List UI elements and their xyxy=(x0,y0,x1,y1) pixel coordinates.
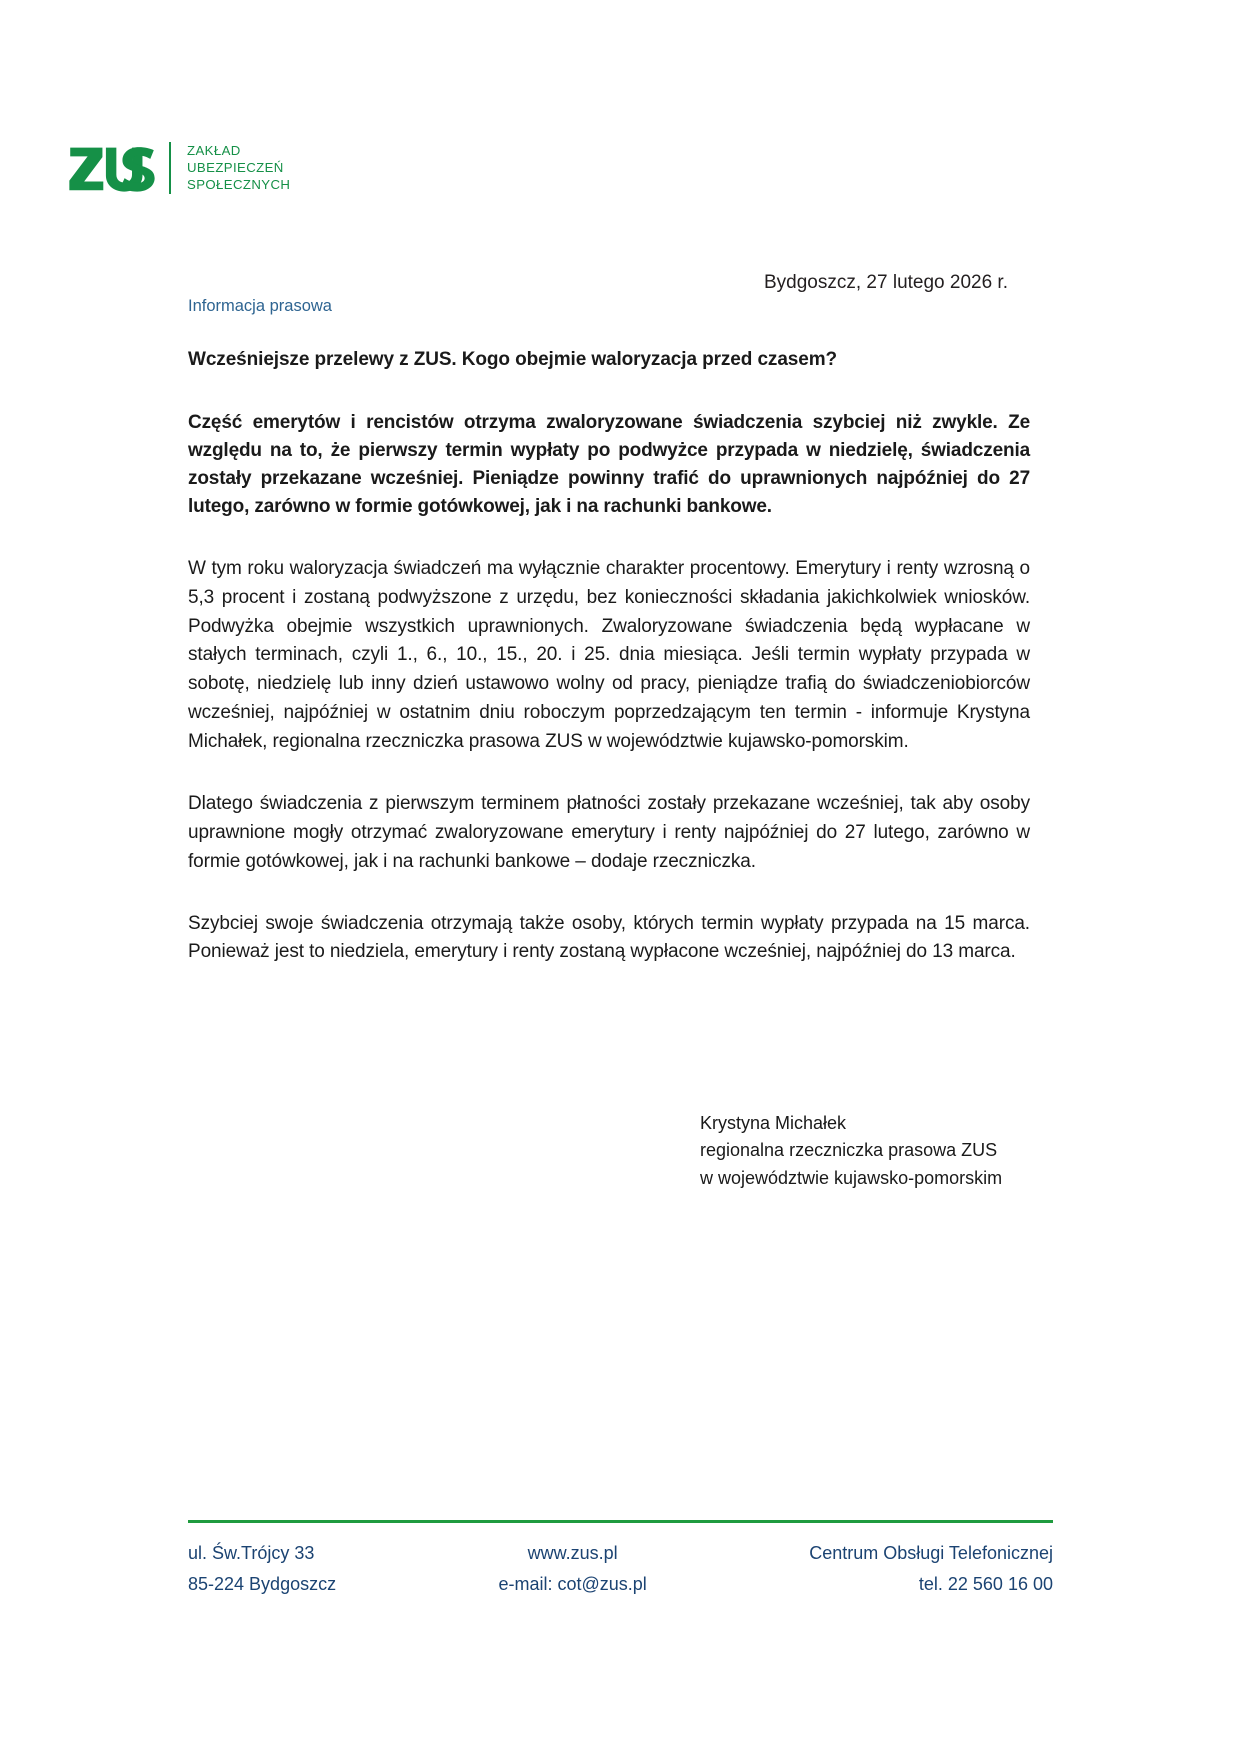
document-content xyxy=(188,296,1030,967)
signature-role: regionalna rzeczniczka prasowa ZUS xyxy=(700,1140,998,1161)
body-paragraph-2: Dlatego świadczenia z pierwszym terminem płatności zostały przekazane wcześniej, tak aby osoby uprawnione mogły otrzymać zwaloryzowane emerytury i renty najpóźniej do 27 lutego, zarówno w formie gotówkowej, jak i na rachunki bankowe – dodaje rzeczniczka. xyxy=(188,792,1030,872)
page-footer xyxy=(188,1520,1053,1600)
logo-line-3: SPOŁECZNYCH xyxy=(187,177,291,193)
footer-divider xyxy=(188,1520,1053,1523)
footer-city: 85-224 Bydgoszcz xyxy=(188,1574,337,1595)
lead-paragraph: Część emerytów i rencistów otrzyma zwaloryzowane świadczenia szybciej niż zwykle. Ze względu na to, że pierwszy termin wypłaty po podwyżce przypada w niedzielę, świadczenia zostały przekazane wcześniej. Pieniądze powinny trafić do uprawnionych najpóźniej do 27 lutego, zarówno w formie gotówkowej, jak i na rachunki bankowe. xyxy=(188,412,1030,517)
footer-website-link[interactable]: www.zus.pl xyxy=(527,1543,618,1564)
footer-call-center-label: Centrum Obsługi Telefonicznej xyxy=(809,1543,1053,1564)
footer-phone: tel. 22 560 16 00 xyxy=(918,1574,1053,1595)
logo-divider xyxy=(169,142,171,194)
body-paragraph-3: Szybciej swoje świadczenia otrzymają także osoby, których termin wypłaty przypada na 15 marca. Ponieważ jest to niedziela, emerytury i renty zostaną wypłacone wcześniej, najpóźniej do 13 marca. xyxy=(188,912,1030,963)
footer-email-link[interactable]: e-mail: cot@zus.pl xyxy=(498,1574,647,1595)
logo-text xyxy=(184,143,290,194)
document-date: Bydgoszcz, 27 lutego 2026 r. xyxy=(764,272,1008,293)
body-paragraph-1: W tym roku waloryzacja świadczeń ma wyłącznie charakter procentowy. Emerytury i renty wzrosną o 5,3 procent i zostaną podwyższone z urzędu, bez konieczności składania jakichkolwiek wniosków. Podwyżka obejmie wszystkich uprawnionych. Zwaloryzowane świadczenia będą wypłacane w stałych terminach, czyli 1., 6., 10., 15., 20. i 25. dnia miesiąca. Jeśli termin wypłaty przypada w sobotę, niedzielę lub inny dzień ustawowo wolny od pracy, pieniądze trafią do świadczeniobiorców wcześniej, najpóźniej w ostatnim dniu roboczym poprzedzającym ten termin - informuje Krystyna Michałek, regionalna rzeczniczka prasowa ZUS w województwie kujawsko-pomorskim. xyxy=(188,557,1030,753)
signature-name: Krystyna Michałek xyxy=(700,1113,847,1133)
footer-columns xyxy=(188,1538,1053,1600)
logo-line-1: ZAKŁAD xyxy=(187,142,241,158)
zus-logo xyxy=(68,142,290,194)
footer-call-center xyxy=(809,1538,1053,1600)
page-title: Wcześniejsze przelewy z ZUS. Kogo obejmie waloryzacja przed czasem? xyxy=(188,349,838,371)
logo-line-2: UBEZPIECZEŃ xyxy=(187,159,284,175)
press-release-label: Informacja prasowa xyxy=(188,297,332,315)
footer-contact-web xyxy=(336,1538,809,1600)
footer-address xyxy=(188,1538,336,1600)
zus-wordmark-icon xyxy=(68,145,156,192)
signature-region: w województwie kujawsko-pomorskim xyxy=(700,1167,1003,1188)
footer-street: ul. Św.Trójcy 33 xyxy=(188,1543,315,1564)
signature-block xyxy=(700,1110,1002,1192)
